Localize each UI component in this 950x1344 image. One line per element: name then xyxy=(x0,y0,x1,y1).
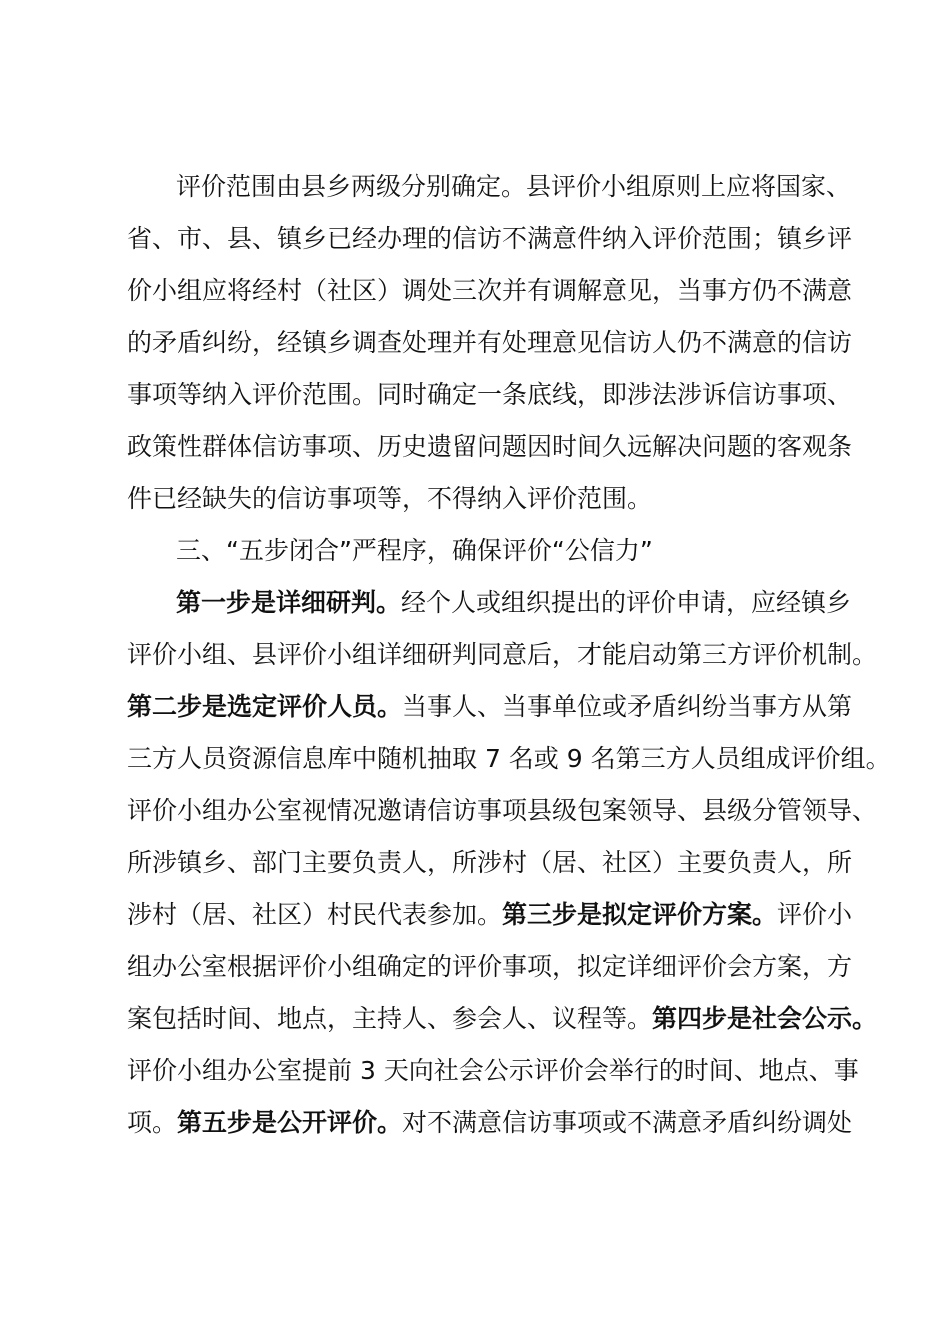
paragraph-1-line-1: 评价范围由县乡两级分别确定。县评价小组原则上应将国家、 xyxy=(176,172,852,201)
paragraph-2-line-2: 评价小组、县评价小组详细研判同意后，才能启动第三方评价机制。 xyxy=(127,640,878,669)
step-4-title: 第四步是社会公示。 xyxy=(652,1004,878,1033)
step-3-text: 评价小 xyxy=(777,900,853,929)
step-3-title: 第三步是拟定评价方案。 xyxy=(502,900,778,929)
step-1-text: 经个人或组织提出的评价申请，应经镇乡 xyxy=(401,588,852,617)
paragraph-2-line-11 xyxy=(127,1103,853,1143)
paragraph-1-line-6: 政策性群体信访事项、历史遗留问题因时间久远解决问题的客观条 xyxy=(127,432,853,461)
step-5-text: 对不满意信访事项或不满意矛盾纠纷调处 xyxy=(402,1108,853,1137)
paragraph-1-line-2: 省、市、县、镇乡已经办理的信访不满意件纳入评价范围；镇乡评 xyxy=(127,224,853,253)
section-heading: 三、“五步闭合”严程序，确保评价“公信力” xyxy=(176,536,653,565)
paragraph-2-line-6: 所涉镇乡、部门主要负责人，所涉村（居、社区）主要负责人，所 xyxy=(127,848,853,877)
paragraph-1-line-7: 件已经缺失的信访事项等，不得纳入评价范围。 xyxy=(127,484,653,513)
paragraph-2-line-5: 评价小组办公室视情况邀请信访事项县级包案领导、县级分管领导、 xyxy=(127,796,878,825)
paragraph-2-line-3 xyxy=(127,687,853,727)
step-1-title: 第一步是详细研判。 xyxy=(176,588,402,617)
paragraph-2-line-1 xyxy=(176,583,852,623)
paragraph-2-line-9 xyxy=(127,999,878,1039)
paragraph-2-line-4: 三方人员资源信息库中随机抽取 7 名或 9 名第三方人员组成评价组。 xyxy=(127,744,891,773)
step-3-text-end: 案包括时间、地点，主持人、参会人、议程等。 xyxy=(127,1004,653,1033)
step-2-text-end: 涉村（居、社区）村民代表参加。 xyxy=(127,900,503,929)
paragraph-1-line-3: 价小组应将经村（社区）调处三次并有调解意见，当事方仍不满意 xyxy=(127,276,853,305)
step-4-text-end: 项。 xyxy=(127,1108,178,1137)
paragraph-2-line-7 xyxy=(127,895,853,935)
paragraph-1-line-4: 的矛盾纠纷，经镇乡调查处理并有处理意见信访人仍不满意的信访 xyxy=(127,328,853,357)
paragraph-2-line-10: 评价小组办公室提前 3 天向社会公示评价会举行的时间、地点、事 xyxy=(127,1056,859,1085)
step-2-text: 当事人、当事单位或矛盾纠纷当事方从第 xyxy=(402,692,853,721)
paragraph-2-line-8: 组办公室根据评价小组确定的评价事项，拟定详细评价会方案，方 xyxy=(127,952,853,981)
paragraph-1-line-5: 事项等纳入评价范围。同时确定一条底线，即涉法涉诉信访事项、 xyxy=(127,380,853,409)
step-2-title: 第二步是选定评价人员。 xyxy=(127,692,403,721)
step-5-title: 第五步是公开评价。 xyxy=(177,1108,403,1137)
